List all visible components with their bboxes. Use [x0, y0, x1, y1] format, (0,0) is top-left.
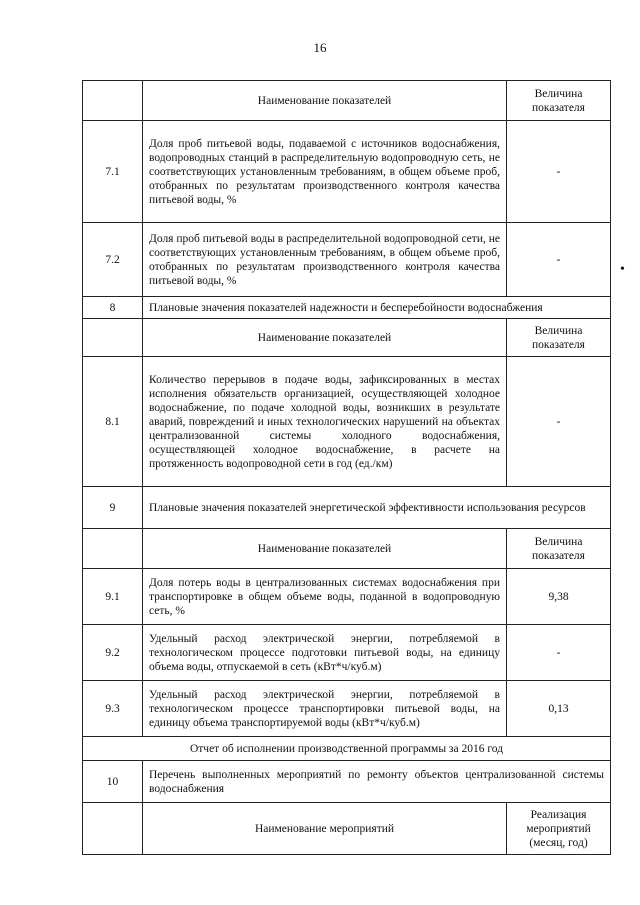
row-number: 9.2	[83, 625, 143, 681]
row-number: 7.2	[83, 223, 143, 297]
row-text: Доля проб питьевой воды, подаваемой с источников водоснабжения, водопроводных станций в распределительную водопроводную сеть, не соответствующих установленным требованиям, в общем объеме проб, отобранных по результатам производственного контроля качества питьевой воды, %	[143, 121, 507, 223]
section-number: 10	[83, 761, 143, 803]
header-name: Наименование показателей	[143, 81, 507, 121]
row-number: 7.1	[83, 121, 143, 223]
indicators-table	[82, 80, 611, 855]
table-row	[83, 357, 611, 487]
row-text: Доля потерь воды в централизованных системах водоснабжения при транспортировке в общем объеме воды, поданной в водопроводную сеть, %	[143, 569, 507, 625]
row-value: -	[507, 121, 611, 223]
table-row	[83, 121, 611, 223]
row-value: -	[507, 357, 611, 487]
section-title: Плановые значения показателей надежности и бесперебойности водоснабжения	[143, 297, 611, 319]
header-value: Величина показателя	[507, 319, 611, 357]
row-text: Доля проб питьевой воды в распределительной водопроводной сети, не соответствующих установленным требованиям, в общем объеме проб, отобранных по результатам производственного контроля качества питьевой воды, %	[143, 223, 507, 297]
report-title: Отчет об исполнении производственной программы за 2016 год	[83, 737, 611, 761]
row-number: 9.3	[83, 681, 143, 737]
section-title: Плановые значения показателей энергетической эффективности использования ресурсов	[143, 487, 611, 529]
section-row	[83, 297, 611, 319]
table-header-row	[83, 319, 611, 357]
row-number: 8.1	[83, 357, 143, 487]
stray-mark: •	[620, 262, 625, 277]
header-value: Величина показателя	[507, 529, 611, 569]
table-row	[83, 625, 611, 681]
measures-header-value: Реализация мероприятий (месяц, год)	[507, 803, 611, 855]
section-number: 9	[83, 487, 143, 529]
row-value: -	[507, 223, 611, 297]
section-number: 8	[83, 297, 143, 319]
section-row	[83, 761, 611, 803]
row-value: 0,13	[507, 681, 611, 737]
table-row	[83, 681, 611, 737]
row-text: Удельный расход электрической энергии, потребляемой в технологическом процессе подготовки питьевой воды, на единицу объема воды, отпускаемой в сеть (кВт*ч/куб.м)	[143, 625, 507, 681]
row-value: 9,38	[507, 569, 611, 625]
table-row	[83, 569, 611, 625]
measures-header-name: Наименование мероприятий	[143, 803, 507, 855]
row-value: -	[507, 625, 611, 681]
row-text: Количество перерывов в подаче воды, зафиксированных в местах исполнения обязательств организацией, осуществляющей холодное водоснабжение, по подаче холодной воды, возникших в результате аварий, повреждений и иных технологических нарушений на объектах централизованной системы холодного водоснабжения, осуществляющей холодное водоснабжение, в расчете на протяженность водопроводной сети в год (ед./км)	[143, 357, 507, 487]
header-name: Наименование показателей	[143, 529, 507, 569]
header-name: Наименование показателей	[143, 319, 507, 357]
row-number: 9.1	[83, 569, 143, 625]
table-header-row	[83, 81, 611, 121]
row-text: Удельный расход электрической энергии, потребляемой в технологическом процессе транспортировки питьевой воды, на единицу объема транспортируемой воды (кВт*ч/куб.м)	[143, 681, 507, 737]
table-header-row	[83, 529, 611, 569]
report-title-row	[83, 737, 611, 761]
section-row	[83, 487, 611, 529]
page-number: 16	[313, 40, 327, 55]
table-header-row	[83, 803, 611, 855]
section-title: Перечень выполненных мероприятий по ремонту объектов централизованной системы водоснабжения	[143, 761, 611, 803]
header-value: Величина показателя	[507, 81, 611, 121]
table-row	[83, 223, 611, 297]
